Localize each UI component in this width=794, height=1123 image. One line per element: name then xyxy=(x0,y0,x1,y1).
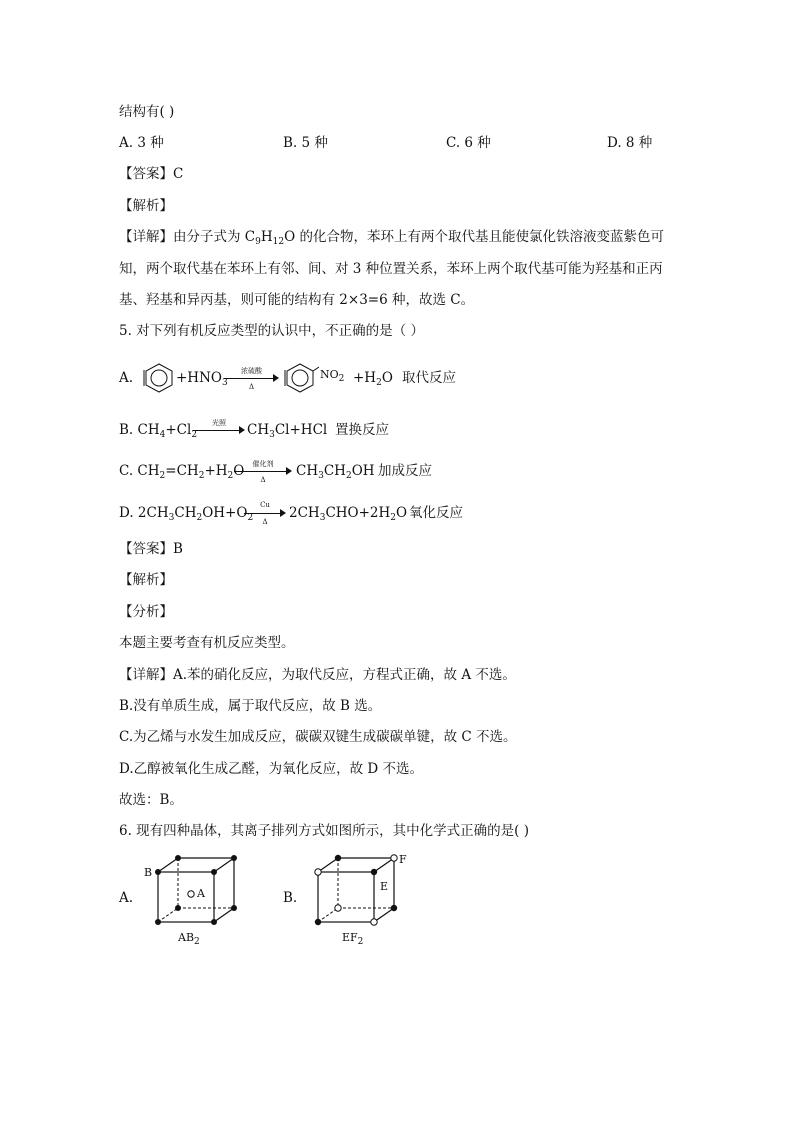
q4-detail-line-2: 知，两个取代基在苯环上有邻、间、对 3 种位置关系，苯环上两个取代基可能为羟基和正丙 xyxy=(119,261,663,277)
q5-option-a-label: A. xyxy=(119,370,134,386)
nitro-group: $NO_2$ xyxy=(320,368,345,384)
q4-detail-line-3: 基、羟基和异丙基，则可能的结构有 2×3=6 种，故选 C。 xyxy=(119,292,475,308)
q4-answer: 【答案】C xyxy=(119,166,184,182)
atom-label-a: A xyxy=(197,887,205,900)
q5-option-c-type: 加成反应 xyxy=(378,463,432,479)
q5-detail-line-3: C.为乙烯与水发生加成反应，碳碳双键生成碳碳单键，故 C 不选。 xyxy=(119,729,517,745)
atom-label-b: B xyxy=(144,866,153,879)
q5-detail-line-1: 【详解】A.苯的硝化反应，为取代反应，方程式正确，故 A 不选。 xyxy=(119,667,516,683)
q4-detail-label: 【详解】 xyxy=(119,229,173,245)
q6-stem: 6. 现有四种晶体，其离子排列方式如图所示，其中化学式正确的是( ) xyxy=(119,823,529,839)
q5-option-d: D. $2CH_3CH_2OH+O_2$ xyxy=(119,505,254,523)
formula-ab2: $AB_2$ xyxy=(178,931,200,947)
q5-option-a-water: $+H_2O$ xyxy=(353,370,393,388)
q5-option-d-type: 氧化反应 xyxy=(409,505,463,521)
q6-fig-a-label: A. xyxy=(119,890,134,906)
q5-option-b: B. $CH_4+Cl_2$ xyxy=(119,422,198,440)
q5-option-a-type: 取代反应 xyxy=(402,370,456,386)
q5-answer: 【答案】B xyxy=(119,541,183,557)
q6-fig-b-label: B. xyxy=(283,890,298,906)
q4-option-a: A. 3 种 xyxy=(119,135,164,151)
q5-conclusion: 故选：B。 xyxy=(119,792,183,808)
q4-analysis-heading: 【解析】 xyxy=(119,198,173,214)
q5-option-b-product: $CH_3Cl+HCl$ xyxy=(247,422,328,440)
q5-stem: 5. 对下列有机反应类型的认识中，不正确的是（ ） xyxy=(119,323,424,339)
q4-option-b: B. 5 种 xyxy=(283,135,328,151)
q5-option-a-reagent: $+HNO_3$ xyxy=(176,370,228,388)
arrow-c-condition: 催化剂 xyxy=(252,460,274,468)
arrow-b-condition: 光照 xyxy=(212,419,226,427)
formula-ef2: $EF_2$ xyxy=(342,931,364,947)
arrow-d-condition: Cu xyxy=(260,501,270,509)
q5-fenxi-text: 本题主要考查有机反应类型。 xyxy=(119,635,295,651)
q4-option-d: D. 8 种 xyxy=(607,135,653,151)
q5-option-d-product: $2CH_3CHO+2H_2O$ xyxy=(289,505,408,523)
q4-option-c: C. 6 种 xyxy=(446,135,491,151)
q5-option-c-product: $CH_3CH_2OH$ xyxy=(296,463,375,481)
q5-option-c: C. $CH_2=CH_2+H_2O$ xyxy=(119,463,245,481)
q4-stem-end: 结构有( ) xyxy=(119,104,175,120)
q5-option-b-type: 置换反应 xyxy=(335,422,389,438)
q5-fenxi-heading: 【分析】 xyxy=(119,604,173,620)
crystal-cell-b-figure xyxy=(310,852,402,932)
atom-label-f: F xyxy=(399,853,407,866)
arrow-a-condition: 浓硫酸 xyxy=(241,367,262,375)
q5-detail-line-4: D.乙醇被氧化生成乙醛，为氧化反应，故 D 不选。 xyxy=(119,761,424,777)
q5-detail-line-2: B.没有单质生成，属于取代反应，故 B 选。 xyxy=(119,698,382,714)
crystal-cell-a-figure xyxy=(150,852,240,932)
q4-detail-line-1: 【详解】由分子式为 $C_9H_{12}O$ 的化合物，苯环上有两个取代基且能使氯化铁溶液变蓝紫色可 xyxy=(119,229,664,247)
atom-label-e: E xyxy=(380,880,389,893)
nitrobenzene-ring-icon xyxy=(283,362,319,394)
q5-analysis-heading: 【解析】 xyxy=(119,572,173,588)
benzene-ring-icon xyxy=(142,362,176,394)
